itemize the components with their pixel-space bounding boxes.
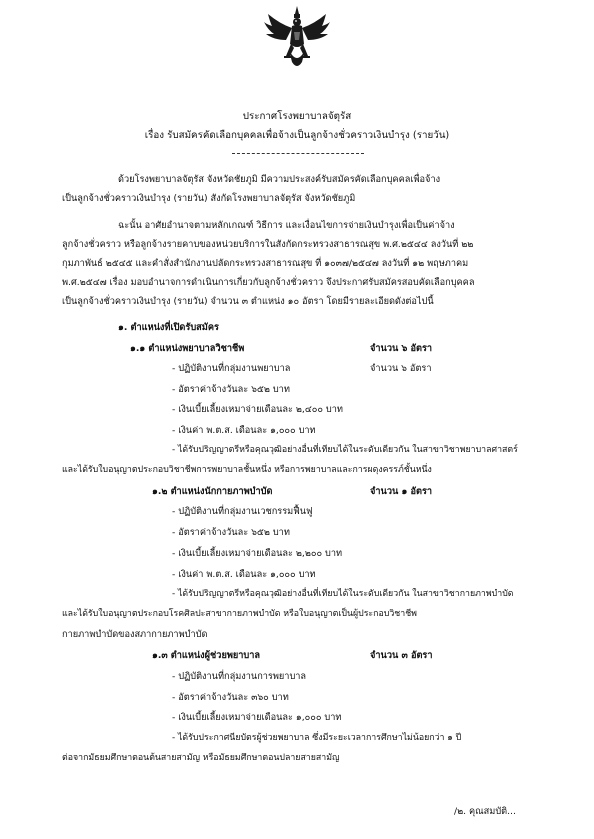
position-2-line: - อัตราค่าจ้างวันละ ๖๕๒ บาท — [172, 527, 290, 538]
section-1-heading: ๑. ตำแหน่งที่เปิดรับสมัคร — [118, 322, 219, 333]
announcement-subject: เรื่อง รับสมัครคัดเลือกบุคคลเพื่อจ้างเป็นลูกจ้างชั่วคราวเงินบำรุง (รายวัน) — [144, 130, 450, 141]
position-1-line: - เงินค่า พ.ต.ส. เดือนละ ๑,๐๐๐ บาท — [172, 425, 316, 436]
position-1-line: - ปฏิบัติงานที่กลุ่มงานพยาบาล — [172, 363, 291, 374]
position-1-line: - อัตราค่าจ้างวันละ ๖๕๒ บาท — [172, 384, 290, 395]
position-2-count: จำนวน ๑ อัตรา — [370, 486, 433, 497]
position-2-line: - ปฏิบัติงานที่กลุ่มงานเวชกรรมฟื้นฟู — [172, 506, 313, 517]
position-1-line: - ได้รับปริญญาตรีหรือคุณวุฒิอย่างอื่นที่เทียบได้ในระดับเดียวกัน ในสาขาวิชาพยาบาลศาสตร์ — [172, 445, 518, 455]
position-1-line: และได้รับใบอนุญาตประกอบวิชาชีพการพยาบาลชั้นหนึ่ง หรือการพยาบาลและการผดุงครรภ์ชั้นหนึ่ง — [62, 465, 432, 475]
authority-line-2: ลูกจ้างชั่วคราว หรือลูกจ้างรายคาบของหน่วยบริการในสังกัดกระทรวงสาธารณสุข พ.ศ.๒๕๔๔ ลงวันที่ ๒๒ — [62, 239, 474, 250]
garuda-emblem-icon — [262, 4, 332, 74]
announcement-org-title: ประกาศโรงพยาบาลจัตุรัส — [242, 111, 352, 122]
position-3-count: จำนวน ๓ อัตรา — [370, 650, 433, 661]
position-3-line: - อัตราค่าจ้างวันละ ๓๖๐ บาท — [172, 692, 289, 703]
position-3-line: - ปฏิบัติงานที่กลุ่มงานการพยาบาล — [172, 671, 307, 682]
position-2-line: - เงินค่า พ.ต.ส. เดือนละ ๑,๐๐๐ บาท — [172, 569, 316, 580]
position-2-title: ๑.๒ ตำแหน่งนักกายภาพบำบัด — [152, 486, 273, 497]
intro-line-1: ด้วยโรงพยาบาลจัตุรัส จังหวัดชัยภูมิ มีความประสงค์รับสมัครคัดเลือกบุคคลเพื่อจ้าง — [118, 174, 441, 185]
position-2-line: - เงินเบี้ยเลี้ยงเหมาจ่ายเดือนละ ๒,๒๐๐ บาท — [172, 548, 343, 559]
authority-line-1: ฉะนั้น อาศัยอำนาจตามหลักเกณฑ์ วิธีการ และเงื่อนไขการจ่ายเงินบำรุงเพื่อเป็นค่าจ้าง — [118, 220, 455, 231]
authority-line-5: เป็นลูกจ้างชั่วคราวเงินบำรุง (รายวัน) จำนวน ๓ ตำแหน่ง ๑๐ อัตรา โดยมีรายละเอียดดังต่อไปนี้ — [62, 296, 434, 307]
position-3-line: - ได้รับประกาศนียบัตรผู้ช่วยพยาบาล ซึ่งมีระยะเวลาการศึกษาไม่น้อยกว่า ๑ ปี — [172, 733, 462, 743]
position-3-title: ๑.๓ ตำแหน่งผู้ช่วยพยาบาล — [152, 650, 261, 661]
position-2-line: และได้รับใบอนุญาตประกอบโรคศิลปะสาขากายภาพบำบัด หรือใบอนุญาตเป็นผู้ประกอบวิชาชีพ — [62, 609, 417, 619]
position-3-line: - เงินเบี้ยเลี้ยงเหมาจ่ายเดือนละ ๑,๐๐๐ บาท — [172, 712, 342, 723]
header-divider — [232, 153, 364, 154]
authority-line-4: พ.ศ.๒๕๔๗ เรื่อง มอบอำนาจการดำเนินการเกี่ยวกับลูกจ้างชั่วคราว จึงประกาศรับสมัครสอบคัดเลือกบุคคล — [62, 277, 475, 288]
position-1-count: จำนวน ๖ อัตรา — [370, 343, 433, 354]
position-2-line: - ได้รับปริญญาตรีหรือคุณวุฒิอย่างอื่นที่เทียบได้ในระดับเดียวกัน ในสาขาวิชากายภาพบำบัด — [172, 589, 514, 599]
position-1-title: ๑.๑ ตำแหน่งพยาบาลวิชาชีพ — [130, 343, 245, 354]
position-1-line-count: จำนวน ๖ อัตรา — [370, 363, 432, 374]
authority-line-3: กุมภาพันธ์ ๒๕๔๕ และคำสั่งสำนักงานปลัดกระทรวงสาธารณสุข ที่ ๑๐๓๗/๒๕๔๗ ลงวันที่ ๑๒ พฤษภาคม — [62, 258, 469, 269]
position-1-line: - เงินเบี้ยเลี้ยงเหมาจ่ายเดือนละ ๒,๔๐๐ บาท — [172, 404, 343, 415]
intro-line-2: เป็นลูกจ้างชั่วคราวเงินบำรุง (รายวัน) สังกัดโรงพยาบาลจัตุรัส จังหวัดชัยภูมิ — [62, 193, 356, 204]
continued-next-page: /๒. คุณสมบัติ... — [454, 806, 516, 817]
position-2-line: กายภาพบำบัดของสภากายภาพบำบัด — [62, 629, 208, 640]
position-3-line: ต่อจากมัธยมศึกษาตอนต้นสายสามัญ หรือมัธยมศึกษาตอนปลายสายสามัญ — [62, 753, 340, 763]
